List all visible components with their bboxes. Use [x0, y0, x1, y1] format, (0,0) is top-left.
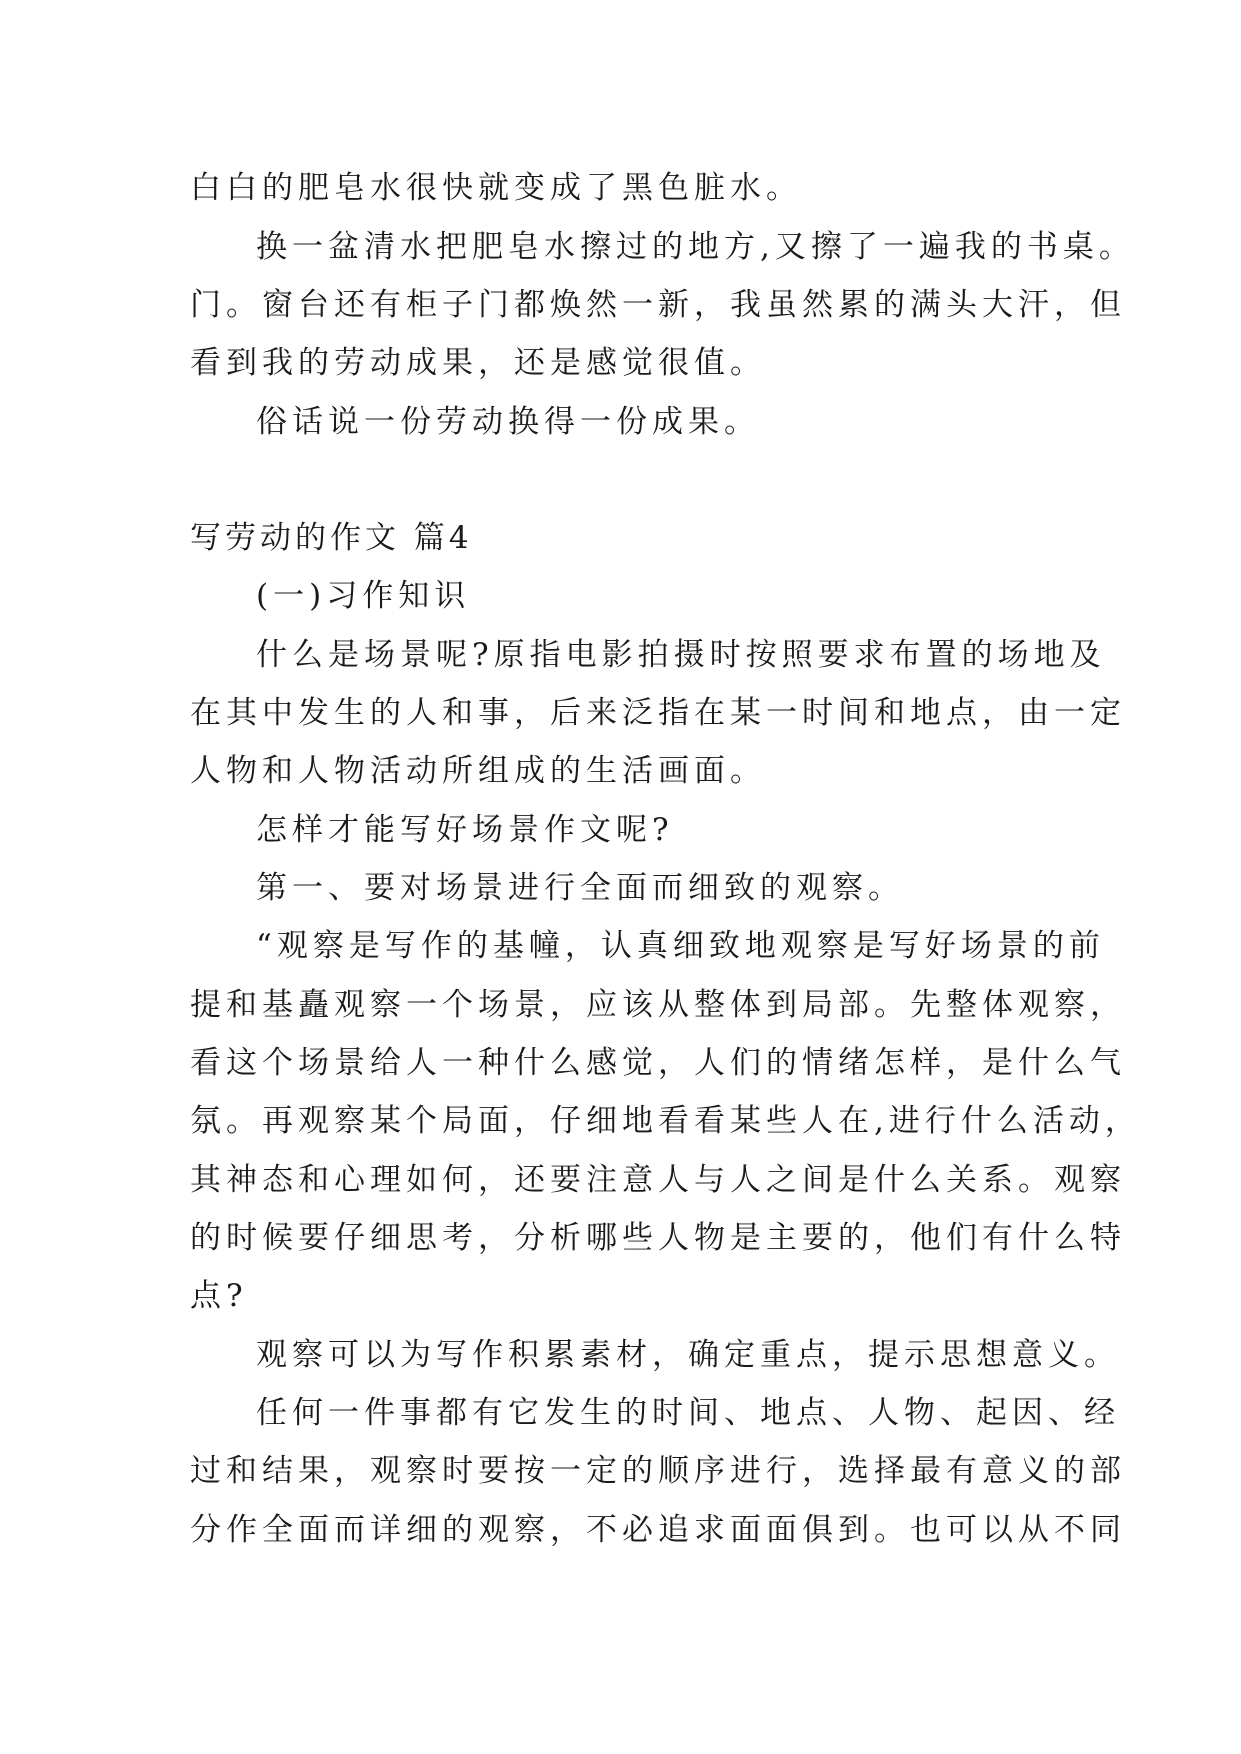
paragraph-line: 人物和人物活动所组成的生活画面。	[190, 753, 766, 789]
paragraph-line: 的时候要仔细思考，分析哪些人物是主要的，他们有什么特	[190, 1220, 1126, 1256]
paragraph-line: 分作全面而详细的观察，不必追求面面俱到。也可以从不同	[190, 1512, 1126, 1548]
paragraph-line: 其神态和心理如何，还要注意人与人之间是什么关系。观察	[190, 1162, 1126, 1198]
subheading: (一)习作知识	[256, 578, 471, 614]
paragraph-line: 提和基矗观察一个场景，应该从整体到局部。先整体观察，	[190, 987, 1126, 1023]
paragraph-line: 氛。再观察某个局面，仔细地看看某些人在,进行什么活动，	[190, 1103, 1141, 1139]
paragraph-line: 门。窗台还有柜子门都焕然一新，我虽然累的满头大汗，但	[190, 287, 1126, 323]
paragraph-line: 白白的肥皂水很快就变成了黑色脏水。	[190, 170, 802, 206]
paragraph-line: 点?	[190, 1278, 248, 1314]
paragraph-line: 第一、要对场景进行全面而细致的观察。	[256, 870, 904, 906]
paragraph-line: 任何一件事都有它发生的时间、地点、人物、起因、经	[256, 1395, 1120, 1431]
paragraph-line: 看到我的劳动成果，还是感觉很值。	[190, 345, 766, 381]
paragraph-line: 换一盆清水把肥皂水擦过的地方,又擦了一遍我的书桌。	[256, 229, 1135, 265]
paragraph-line: 过和结果，观察时要按一定的顺序进行，选择最有意义的部	[190, 1453, 1126, 1489]
paragraph-line: 什么是场景呢?原指电影拍摄时按照要求布置的场地及	[256, 637, 1106, 673]
paragraph-line: 俗话说一份劳动换得一份成果。	[256, 404, 760, 440]
paragraph-line: “观察是写作的基幢，认真细致地观察是写好场景的前	[256, 928, 1105, 964]
paragraph-line: 看这个场景给人一种什么感觉，人们的情绪怎样，是什么气	[190, 1045, 1126, 1081]
paragraph-line: 在其中发生的人和事，后来泛指在某一时间和地点，由一定	[190, 695, 1126, 731]
paragraph-line: 怎样才能写好场景作文呢?	[256, 812, 674, 848]
paragraph-line: 观察可以为写作积累素材，确定重点，提示思想意义。	[256, 1337, 1120, 1373]
section-heading: 写劳动的作文 篇4	[190, 520, 473, 556]
